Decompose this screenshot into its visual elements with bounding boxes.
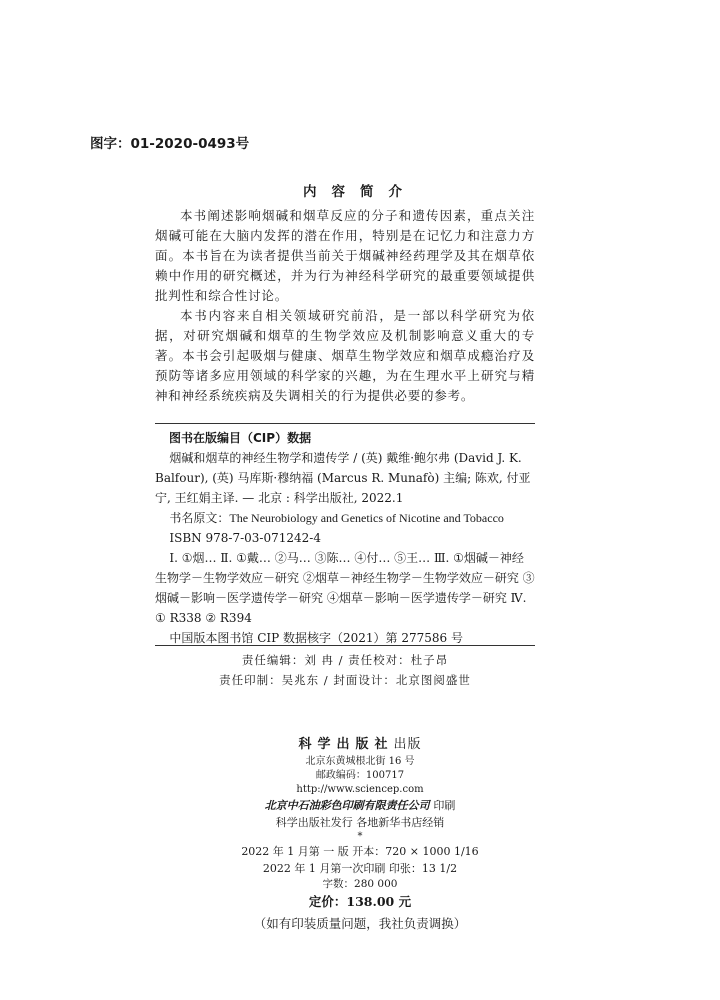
cip-verification: 中国版本图书馆 CIP 数据核字（2021）第 277586 号: [169, 631, 463, 645]
edition-info: 2022 年 1 月第 一 版 开本：720 × 1000 1/16: [241, 845, 479, 858]
cip-top-rule: [155, 423, 535, 424]
word-count: 字数：280 000: [322, 878, 398, 890]
cip-heading: 图书在版编目（CIP）数据: [169, 431, 312, 445]
contract-number: 图字：01-2020-0493号: [90, 136, 250, 152]
intro-title: 内容简介: [303, 184, 417, 200]
intro-body: [155, 206, 535, 406]
printing-info: 2022 年 1 月第一次印刷 印张：13 1/2: [262, 862, 458, 875]
publisher-suffix: 出版: [393, 737, 422, 752]
publisher-line: [0, 735, 720, 755]
cip-classification: Ⅰ. ①烟… Ⅱ. ①戴… ②马… ③陈… ④付… ⑤王… Ⅲ. ①烟碱－神经生物学－生物学效应－研究 ②烟草－神经生物学－生物学效应－研究 ③烟碱－影响－医学遗传学－研究 ④烟草－影响－医学遗传学－研究 Ⅳ. ① R338 ② R394: [155, 551, 535, 625]
price: 定价：138.00 元: [308, 894, 412, 909]
intro-paragraph-1: 本书阐述影响烟碱和烟草反应的分子和遗传因素，重点关注烟碱可能在大脑内发挥的潜在作用，特别是在记忆力和注意力方面。本书旨在为读者提供当前关于烟碱神经药理学及其在烟草依赖中作用的研究概述，并为行为神经科学研究的最重要领域提供批判性和综合性讨论。: [155, 208, 535, 303]
cip-bottom-rule: [155, 645, 535, 646]
cip-block: [155, 428, 535, 648]
publisher-postcode: 邮政编码：100717: [315, 770, 405, 781]
staff-editors: 责任编辑：刘 冉 / 责任校对：杜子昂: [241, 653, 449, 667]
publisher-website: http://www.sciencep.com: [296, 784, 424, 795]
printer-suffix: 印刷: [433, 799, 456, 812]
separator-star: *: [357, 831, 363, 842]
printer-line: [0, 797, 720, 815]
staff-production: 责任印制：吴兆东 / 封面设计：北京图阅盛世: [219, 673, 471, 687]
intro-paragraph-2: 本书内容来自相关领域研究前沿，是一部以科学研究为依据，对研究烟碱和烟草的生物学效应及机制影响意义重大的专著。本书会引起吸烟与健康、烟草生物学效应和烟草成瘾治疗及预防等诸多应用领域的科学家的兴趣，为在生理水平上研究与精神和神经系统疾病及失调相关的行为提供必要的参考。: [155, 308, 535, 403]
quality-notice: （如有印装质量问题，我社负责调换）: [253, 916, 467, 931]
printer-name: 北京中石油彩色印刷有限责任公司: [264, 799, 430, 812]
distribution: 科学出版社发行 各地新华书店经销: [275, 816, 445, 829]
cip-record: 烟碱和烟草的神经生物学和遗传学 / (英) 戴维·鲍尔弗 (David J. K. Balfour), (英) 马库斯·穆纳福 (Marcus R. Munafò) 主编; 陈欢, 付亚宁, 王红娟主译. — 北京 : 科学出版社, 2022.1: [155, 451, 531, 505]
cip-isbn: ISBN 978-7-03-071242-4: [169, 531, 321, 545]
publication-info: [0, 735, 720, 937]
publisher-address: 北京东黄城根北街 16 号: [305, 756, 415, 767]
publisher-name: 科学出版社: [298, 737, 394, 752]
staff-credits: [155, 650, 535, 690]
cip-original-title: 书名原文：The Neurobiology and Genetics of Nicotine and Tobacco: [169, 511, 504, 525]
